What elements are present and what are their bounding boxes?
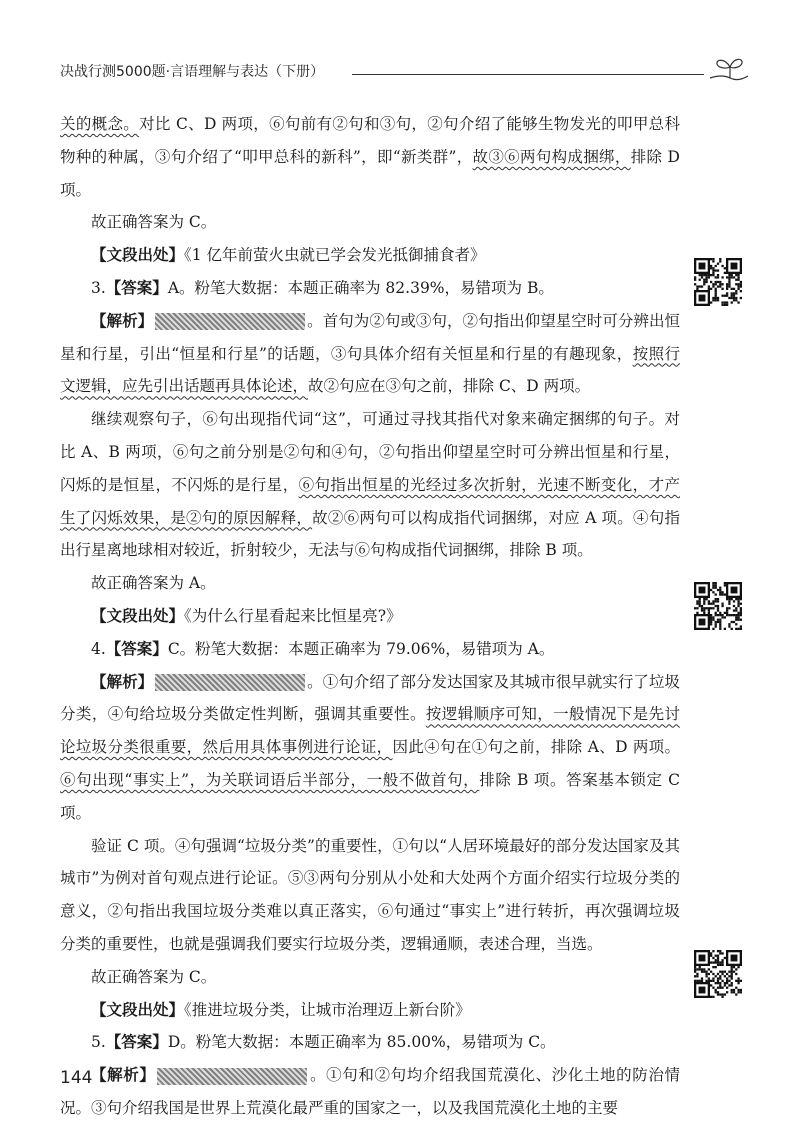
- question-number: 4.: [91, 639, 106, 658]
- emphasis-text: 按照行文逻辑，应先引出话题再具体论述，: [60, 344, 680, 396]
- answer-text: A。粉笔大数据：本题正确率为 82.39%，易错项为 B。: [167, 278, 554, 297]
- header-rule: [352, 74, 704, 75]
- source-label: 【文段出处】: [91, 606, 185, 625]
- qr-code-graphic: [694, 950, 742, 998]
- answer-text: D。粉笔大数据：本题正确率为 85.00%，易错项为 C。: [167, 1033, 556, 1052]
- answer-label: 【答案】: [105, 278, 168, 297]
- source-line: [60, 600, 680, 633]
- answer-line: [60, 633, 680, 666]
- body-text: 对比 C、D 两项，⑥句前有②句和③句，②句介绍了能够生物发光的叩甲总科物种的种属，③句介绍了“叩甲总科的新科”，即“新类群”，: [60, 115, 680, 166]
- analysis-label: 【解析】: [91, 1066, 156, 1085]
- body-text: 。首句为②句或③句，②句指出仰望星空时可分辨出恒星和行星，引出“恒星和行星”的话题，③句具体介绍有关恒星和行星的有趣现象，: [60, 311, 680, 363]
- paragraph: [60, 403, 680, 567]
- source-label: 【文段出处】: [91, 246, 185, 265]
- qr-code-icon[interactable]: [694, 258, 742, 306]
- redacted-text: [155, 313, 305, 330]
- emphasis-text: 故③⑥两句构成捆绑，: [472, 147, 631, 166]
- body-text: 因此④句在①句之前，排除 A、D 两项。: [392, 738, 680, 757]
- analysis-label: 【解析】: [91, 672, 154, 691]
- page-body: [60, 108, 680, 1125]
- redacted-text: [155, 674, 305, 691]
- source-title: 《1 亿年前萤火虫就已学会发光抵御捕食者》: [184, 246, 486, 265]
- emphasis-text: 按逻辑顺序可知，一般情况下是先讨论垃圾分类很重要，然后用具体事例进行论证，: [60, 705, 680, 757]
- question-number: 5.: [91, 1033, 106, 1052]
- analysis-label: 【解析】: [91, 311, 154, 330]
- analysis-paragraph: [60, 666, 680, 830]
- emphasis-text: ⑥句出现“事实上”，为关联词语后半部分，一般不做首句，: [60, 770, 480, 789]
- question-number: 3.: [91, 278, 106, 297]
- answer-line: [60, 272, 680, 305]
- answer-text: C。粉笔大数据：本题正确率为 79.06%，易错项为 A。: [167, 639, 555, 658]
- source-line: [60, 239, 680, 272]
- redacted-text: [157, 1068, 307, 1085]
- sprout-icon: [708, 52, 750, 84]
- source-label: 【文段出处】: [91, 1000, 185, 1019]
- analysis-paragraph: [60, 1059, 680, 1125]
- qr-code-icon[interactable]: [694, 582, 742, 630]
- body-text: 故②⑥两句可以构成指代词捆绑，对应 A 项。④句指出行星离地球相对较近，折射较少，无法与⑥句构成指代词捆绑，排除 B 项。: [60, 508, 680, 560]
- emphasis-text: 关的概念。: [60, 115, 140, 133]
- paragraph: 故正确答案为 C。: [91, 213, 217, 232]
- paragraph: 验证 C 项。④句强调“垃圾分类”的重要性，①句以“人居环境最好的部分发达国家及其城市”为例对首句观点进行论证。⑤③两句分别从小处和大处两个方面介绍实行垃圾分类的意义，②句指出我国垃圾分类难以真正落实，⑥句通过“事实上”进行转折，再次强调垃圾分类的重要性，也就是强调我们要实行垃圾分类，逻辑通顺，表述合理，当选。: [60, 836, 680, 953]
- body-text: 故②句应在③句之前，排除 C、D 两项。: [308, 377, 591, 396]
- answer-label: 【答案】: [105, 639, 168, 658]
- book-title: 决战行测5000题·言语理解与表达（下册）: [60, 64, 325, 80]
- paragraph: 故正确答案为 A。: [91, 574, 216, 593]
- paragraph: 故正确答案为 C。: [91, 967, 217, 986]
- emphasis-text: ⑥句指出恒星的光经过多次折射，光速不断变化，才产生了闪烁效果，是②句的原因解释，: [60, 475, 680, 527]
- running-header: [60, 62, 750, 88]
- body-text: 排除 D 项。: [60, 147, 680, 199]
- source-title: 《推进垃圾分类，让城市治理迈上新台阶》: [184, 1000, 471, 1019]
- paragraph: [60, 108, 680, 206]
- qr-code-icon[interactable]: [694, 950, 742, 998]
- answer-label: 【答案】: [105, 1033, 168, 1052]
- page-number: 144: [60, 1068, 93, 1088]
- analysis-paragraph: [60, 305, 680, 403]
- qr-code-graphic: [694, 582, 742, 630]
- body-text: 。①句介绍了部分发达国家及其城市很早就实行了垃圾分类，④句给垃圾分类做定性判断，强调其重要性。: [60, 672, 680, 724]
- source-line: [60, 994, 680, 1027]
- answer-line: [60, 1026, 680, 1059]
- source-title: 《为什么行星看起来比恒星亮?》: [184, 606, 402, 625]
- body-text: 继续观察句子，⑥句出现指代词“这”，可通过寻找其指代对象来确定捆绑的句子。对比 A、B 两项，⑥句之前分别是②句和④句，②句指出仰望星空时可分辨出恒星和行星，闪烁的是恒星，不闪烁的是行星，: [60, 410, 680, 494]
- qr-code-graphic: [694, 258, 742, 306]
- body-text: 。①句和②句均介绍我国荒漠化、沙化土地的防治情况。③句介绍我国是世界上荒漠化最严重的国家之一，以及我国荒漠化土地的主要: [60, 1066, 680, 1117]
- body-text: 排除 B 项。答案基本锁定 C 项。: [60, 770, 680, 822]
